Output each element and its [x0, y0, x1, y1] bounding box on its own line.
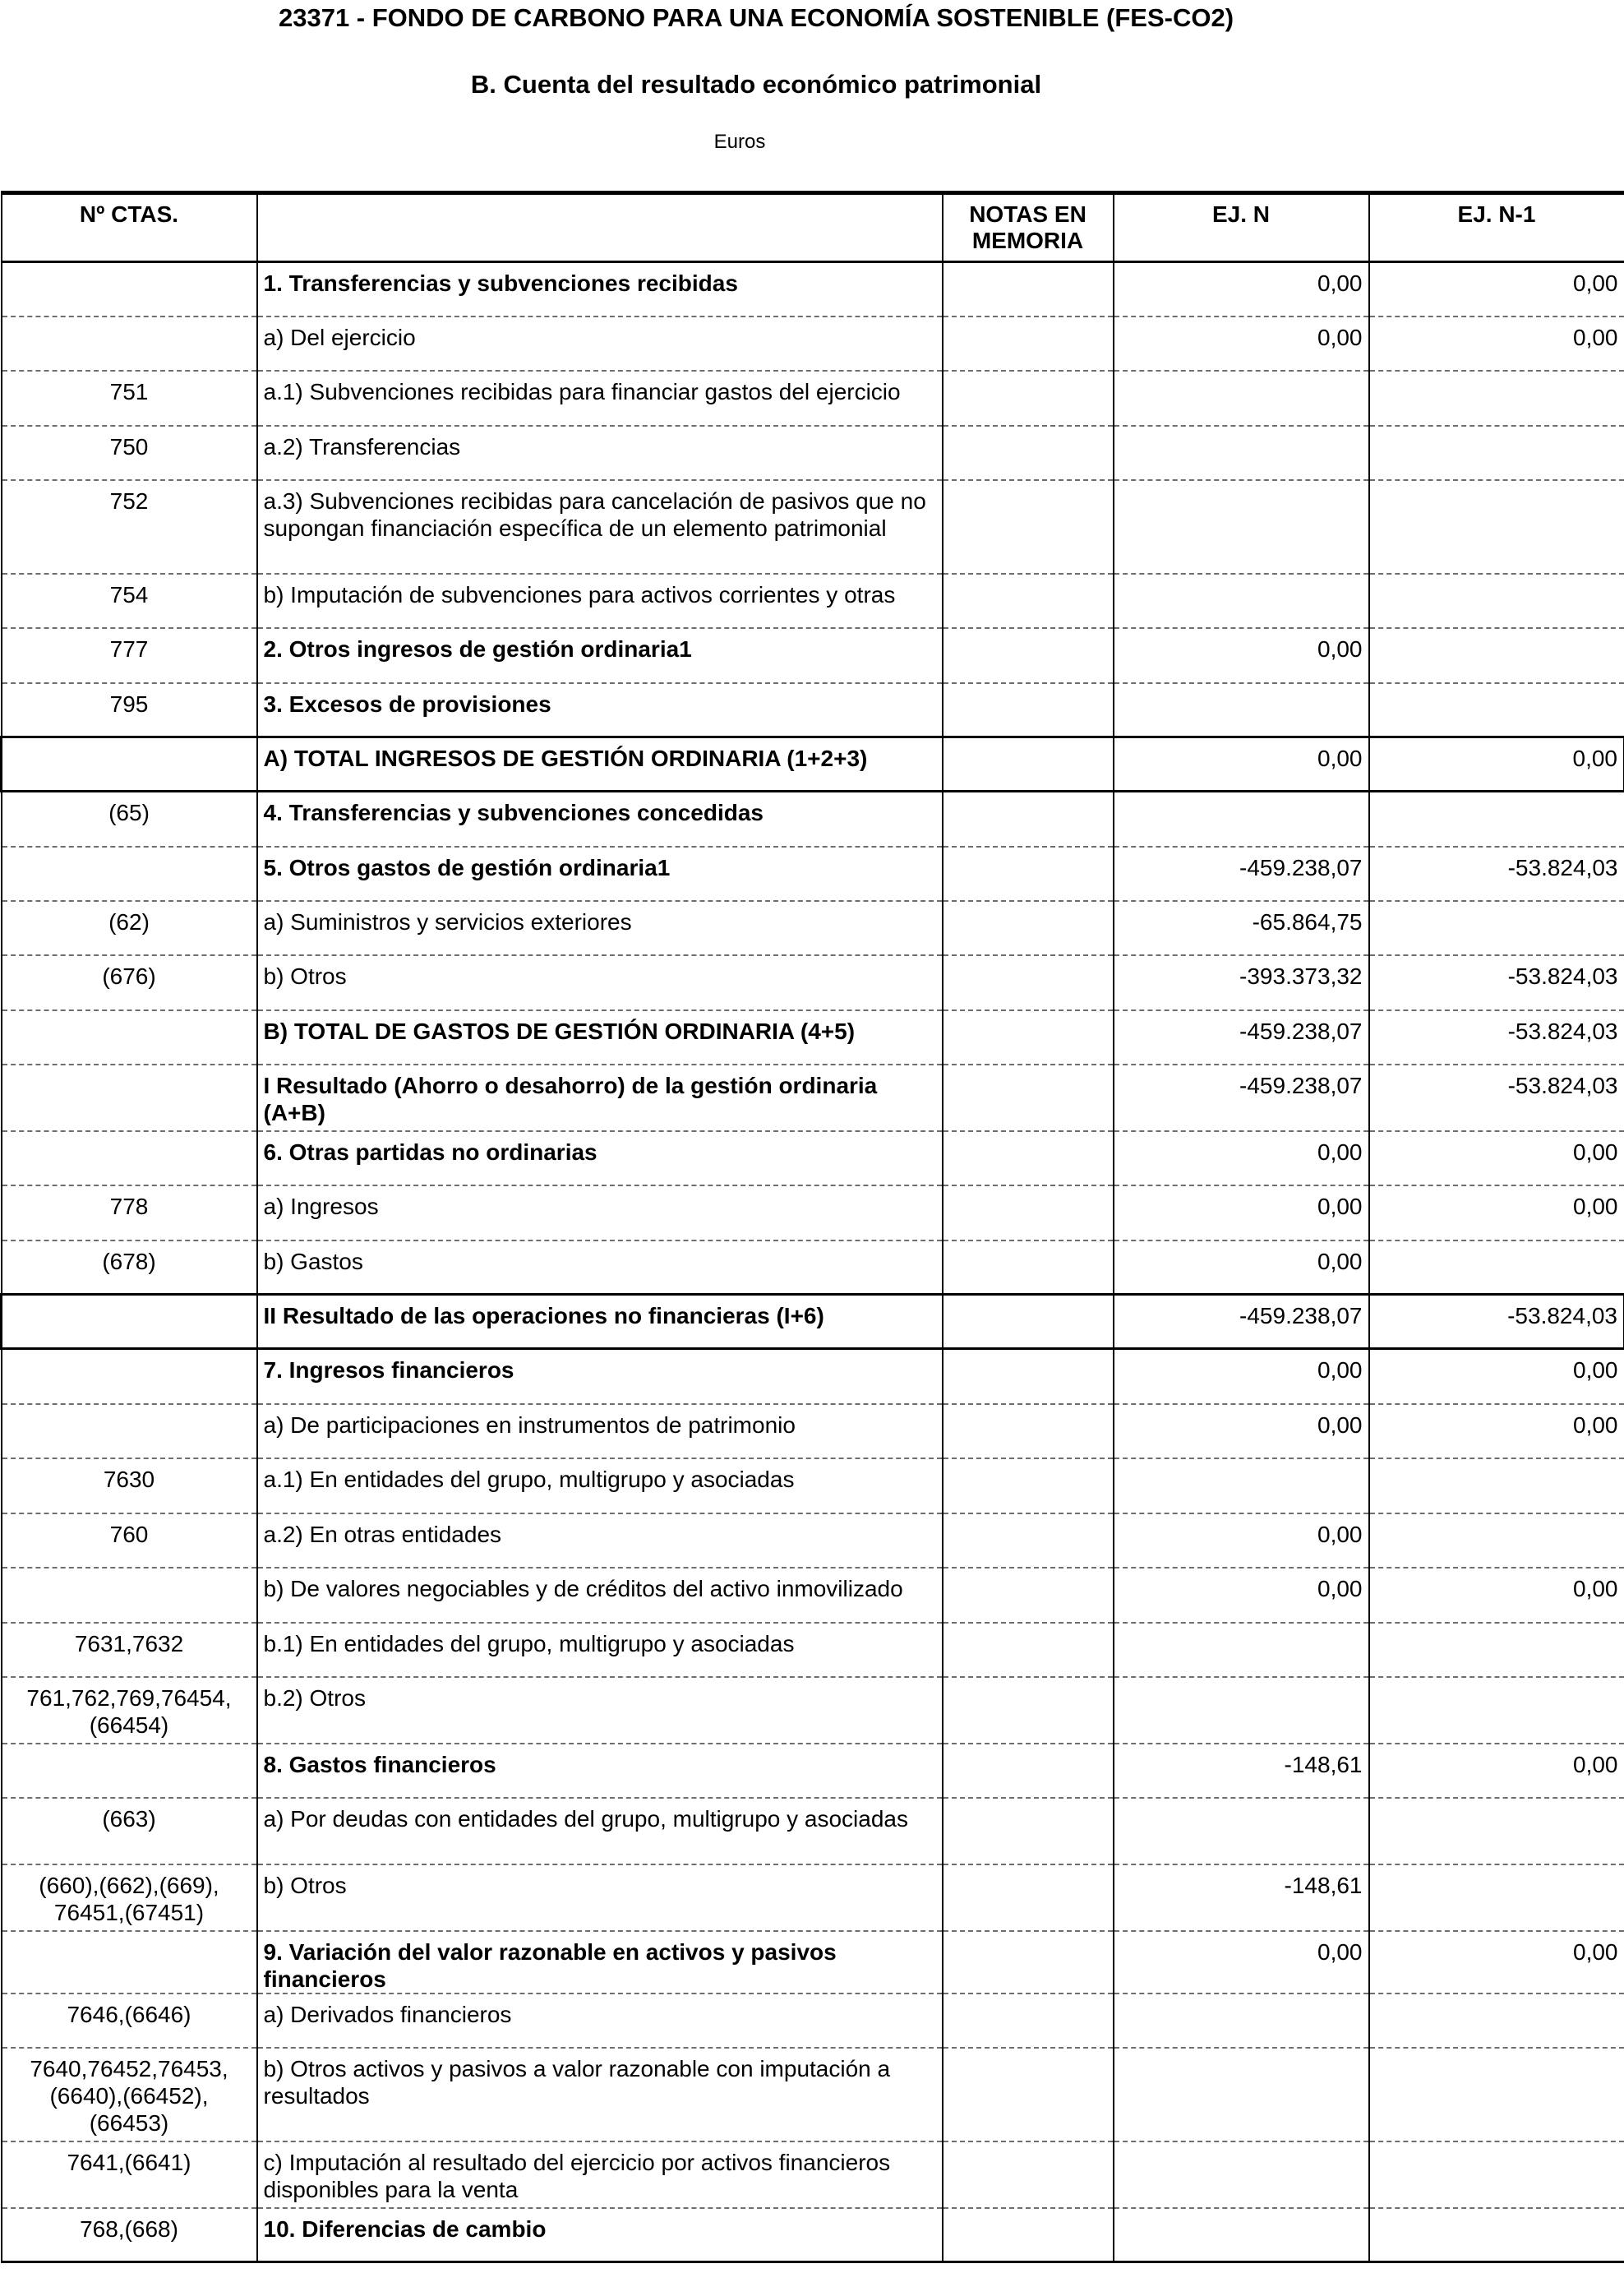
account-cell — [2, 1931, 257, 1993]
year-n-cell: 0,00 — [1114, 1185, 1369, 1240]
year-n-cell: -459.238,07 — [1114, 1065, 1369, 1131]
table-header-row — [2, 193, 1624, 262]
year-n1-cell — [1369, 1864, 1624, 1931]
notes-cell — [943, 1568, 1114, 1623]
account-cell — [2, 1349, 257, 1404]
year-n1-cell — [1369, 1993, 1624, 2048]
description-cell: c) Imputación al resultado del ejercicio por activos financieros disponibles para la venta — [257, 2141, 943, 2208]
account-cell — [2, 737, 257, 792]
account-cell — [2, 1065, 257, 1131]
statement-title: B. Cuenta del resultado económico patrimonial — [470, 70, 1042, 99]
account-cell — [2, 1404, 257, 1458]
year-n1-cell — [1369, 1458, 1624, 1513]
table-row — [2, 426, 1624, 480]
account-cell — [2, 1010, 257, 1065]
year-n-cell: 0,00 — [1114, 1931, 1369, 1993]
description-cell: 7. Ingresos financieros — [257, 1349, 943, 1404]
account-cell: 750 — [2, 426, 257, 480]
table-row — [2, 683, 1624, 737]
year-n-cell — [1114, 574, 1369, 628]
year-n-cell — [1114, 480, 1369, 574]
currency-units: Euros — [713, 131, 766, 153]
description-cell: a) Del ejercicio — [257, 316, 943, 371]
description-cell: II Resultado de las operaciones no financieras (I+6) — [257, 1295, 943, 1349]
year-n-cell: 0,00 — [1114, 262, 1369, 316]
description-cell: a) Ingresos — [257, 1185, 943, 1240]
year-n1-cell — [1369, 628, 1624, 683]
notes-cell — [943, 371, 1114, 426]
year-n-cell: -459.238,07 — [1114, 1295, 1369, 1349]
income-statement-table — [0, 191, 1624, 2263]
notes-cell — [943, 628, 1114, 683]
account-cell — [2, 1295, 257, 1349]
account-cell: 7630 — [2, 1458, 257, 1513]
account-cell: (676) — [2, 955, 257, 1010]
notes-cell — [943, 1623, 1114, 1677]
table-row — [2, 2208, 1624, 2262]
year-n1-cell — [1369, 1513, 1624, 1568]
year-n-cell: 0,00 — [1114, 1404, 1369, 1458]
description-cell: b) Imputación de subvenciones para activos corrientes y otras — [257, 574, 943, 628]
year-n-cell: 0,00 — [1114, 628, 1369, 683]
table-row — [2, 1744, 1624, 1798]
notes-cell — [943, 1798, 1114, 1864]
notes-cell — [943, 683, 1114, 737]
year-n1-cell: 0,00 — [1369, 1404, 1624, 1458]
year-n1-cell: -53.824,03 — [1369, 847, 1624, 901]
notes-cell — [943, 1349, 1114, 1404]
description-cell: b.2) Otros — [257, 1677, 943, 1744]
notes-cell — [943, 1864, 1114, 1931]
description-cell: 5. Otros gastos de gestión ordinaria1 — [257, 847, 943, 901]
notes-cell — [943, 1993, 1114, 2048]
year-n1-cell: 0,00 — [1369, 1931, 1624, 1993]
account-cell: 777 — [2, 628, 257, 683]
column-header-year-n1: EJ. N-1 — [1369, 193, 1624, 262]
table-row — [2, 1404, 1624, 1458]
year-n1-cell — [1369, 1240, 1624, 1295]
table-row — [2, 574, 1624, 628]
notes-cell — [943, 1010, 1114, 1065]
column-header-accounts: Nº CTAS. — [2, 193, 257, 262]
year-n-cell — [1114, 1677, 1369, 1744]
account-cell: 761,762,769,76454, (66454) — [2, 1677, 257, 1744]
notes-cell — [943, 1185, 1114, 1240]
year-n1-cell: -53.824,03 — [1369, 1065, 1624, 1131]
account-cell: (65) — [2, 792, 257, 847]
year-n1-cell: 0,00 — [1369, 1349, 1624, 1404]
description-cell: b) Gastos — [257, 1240, 943, 1295]
year-n1-cell: 0,00 — [1369, 1131, 1624, 1185]
notes-cell — [943, 480, 1114, 574]
account-cell: (660),(662),(669), 76451,(67451) — [2, 1864, 257, 1931]
notes-cell — [943, 1240, 1114, 1295]
description-cell: a.1) Subvenciones recibidas para financiar gastos del ejercicio — [257, 371, 943, 426]
year-n1-cell: 0,00 — [1369, 1568, 1624, 1623]
year-n-cell: 0,00 — [1114, 316, 1369, 371]
account-cell — [2, 316, 257, 371]
year-n1-cell — [1369, 901, 1624, 955]
year-n-cell: 0,00 — [1114, 1349, 1369, 1404]
table-row — [2, 316, 1624, 371]
table-row — [2, 955, 1624, 1010]
account-cell — [2, 1744, 257, 1798]
table-row — [2, 262, 1624, 316]
year-n-cell: -148,61 — [1114, 1864, 1369, 1931]
column-header-year-n: EJ. N — [1114, 193, 1369, 262]
description-cell: a.2) Transferencias — [257, 426, 943, 480]
notes-cell — [943, 316, 1114, 371]
year-n-cell — [1114, 371, 1369, 426]
notes-cell — [943, 1677, 1114, 1744]
description-cell: a.2) En otras entidades — [257, 1513, 943, 1568]
year-n-cell: -65.864,75 — [1114, 901, 1369, 955]
notes-cell — [943, 1931, 1114, 1993]
column-header-description — [257, 193, 943, 262]
table-row — [2, 1349, 1624, 1404]
year-n1-cell — [1369, 1623, 1624, 1677]
description-cell: a) Por deudas con entidades del grupo, multigrupo y asociadas — [257, 1798, 943, 1864]
year-n1-cell — [1369, 2048, 1624, 2141]
year-n-cell: -459.238,07 — [1114, 847, 1369, 901]
notes-cell — [943, 1458, 1114, 1513]
description-cell: 9. Variación del valor razonable en activos y pasivos financieros — [257, 1931, 943, 1993]
description-cell: 6. Otras partidas no ordinarias — [257, 1131, 943, 1185]
year-n1-cell: 0,00 — [1369, 1744, 1624, 1798]
account-cell — [2, 262, 257, 316]
account-cell: 7641,(6641) — [2, 2141, 257, 2208]
year-n-cell — [1114, 1458, 1369, 1513]
account-cell: 7646,(6646) — [2, 1993, 257, 2048]
description-cell: 8. Gastos financieros — [257, 1744, 943, 1798]
notes-cell — [943, 2048, 1114, 2141]
year-n-cell: 0,00 — [1114, 1513, 1369, 1568]
report-title: 23371 - FONDO DE CARBONO PARA UNA ECONOMÍA SOSTENIBLE (FES-CO2) — [278, 3, 1234, 32]
notes-cell — [943, 847, 1114, 901]
description-cell: I Resultado (Ahorro o desahorro) de la gestión ordinaria (A+B) — [257, 1065, 943, 1131]
description-cell: 10. Diferencias de cambio — [257, 2208, 943, 2262]
table-row — [2, 2048, 1624, 2141]
year-n1-cell: 0,00 — [1369, 737, 1624, 792]
year-n1-cell — [1369, 2141, 1624, 2208]
year-n-cell: 0,00 — [1114, 1131, 1369, 1185]
table-row — [2, 1568, 1624, 1623]
description-cell: 2. Otros ingresos de gestión ordinaria1 — [257, 628, 943, 683]
year-n-cell — [1114, 792, 1369, 847]
description-cell: b.1) En entidades del grupo, multigrupo y asociadas — [257, 1623, 943, 1677]
year-n-cell: -393.373,32 — [1114, 955, 1369, 1010]
description-cell: 1. Transferencias y subvenciones recibidas — [257, 262, 943, 316]
table-row — [2, 2141, 1624, 2208]
year-n-cell — [1114, 1623, 1369, 1677]
description-cell: b) Otros activos y pasivos a valor razonable con imputación a resultados — [257, 2048, 943, 2141]
notes-cell — [943, 792, 1114, 847]
table-row — [2, 1295, 1624, 1349]
year-n1-cell: 0,00 — [1369, 316, 1624, 371]
year-n1-cell: -53.824,03 — [1369, 1295, 1624, 1349]
account-cell: (62) — [2, 901, 257, 955]
table-row — [2, 901, 1624, 955]
description-cell: a.1) En entidades del grupo, multigrupo y asociadas — [257, 1458, 943, 1513]
year-n-cell — [1114, 1798, 1369, 1864]
table-row — [2, 1010, 1624, 1065]
notes-cell — [943, 955, 1114, 1010]
notes-cell — [943, 262, 1114, 316]
description-cell: b) Otros — [257, 955, 943, 1010]
account-cell: 751 — [2, 371, 257, 426]
description-cell: a) Suministros y servicios exteriores — [257, 901, 943, 955]
description-cell: 4. Transferencias y subvenciones concedidas — [257, 792, 943, 847]
table-row — [2, 1864, 1624, 1931]
account-cell: 768,(668) — [2, 2208, 257, 2262]
notes-cell — [943, 901, 1114, 955]
account-cell: 7640,76452,76453, (6640),(66452), (66453) — [2, 2048, 257, 2141]
account-cell: 752 — [2, 480, 257, 574]
table-row — [2, 1065, 1624, 1131]
year-n1-cell: 0,00 — [1369, 262, 1624, 316]
notes-cell — [943, 426, 1114, 480]
account-cell: 778 — [2, 1185, 257, 1240]
column-header-notes: NOTAS EN MEMORIA — [943, 193, 1114, 262]
table-row — [2, 847, 1624, 901]
year-n-cell — [1114, 2208, 1369, 2262]
notes-cell — [943, 1513, 1114, 1568]
account-cell — [2, 847, 257, 901]
notes-cell — [943, 2141, 1114, 2208]
table-row — [2, 1240, 1624, 1295]
year-n1-cell: -53.824,03 — [1369, 955, 1624, 1010]
table-row — [2, 371, 1624, 426]
table-row — [2, 1513, 1624, 1568]
notes-cell — [943, 1065, 1114, 1131]
year-n-cell — [1114, 2048, 1369, 2141]
account-cell: 7631,7632 — [2, 1623, 257, 1677]
account-cell: (663) — [2, 1798, 257, 1864]
year-n1-cell — [1369, 2208, 1624, 2262]
table-row — [2, 737, 1624, 792]
account-cell: 760 — [2, 1513, 257, 1568]
table-row — [2, 1185, 1624, 1240]
year-n-cell — [1114, 683, 1369, 737]
account-cell — [2, 1568, 257, 1623]
account-cell: 754 — [2, 574, 257, 628]
description-cell: a.3) Subvenciones recibidas para cancelación de pasivos que no supongan financiación específica de un elemento patrimonial — [257, 480, 943, 574]
table-row — [2, 480, 1624, 574]
year-n-cell: 0,00 — [1114, 1240, 1369, 1295]
table-row — [2, 1623, 1624, 1677]
year-n1-cell: -53.824,03 — [1369, 1010, 1624, 1065]
account-cell — [2, 1131, 257, 1185]
description-cell: a) Derivados financieros — [257, 1993, 943, 2048]
year-n1-cell — [1369, 480, 1624, 574]
notes-cell — [943, 2208, 1114, 2262]
table-row — [2, 1458, 1624, 1513]
table-row — [2, 628, 1624, 683]
table-row — [2, 1131, 1624, 1185]
year-n1-cell — [1369, 792, 1624, 847]
year-n1-cell — [1369, 426, 1624, 480]
year-n1-cell — [1369, 574, 1624, 628]
table-row — [2, 1798, 1624, 1864]
year-n-cell: -148,61 — [1114, 1744, 1369, 1798]
table-row — [2, 1931, 1624, 1993]
description-cell: b) De valores negociables y de créditos del activo inmovilizado — [257, 1568, 943, 1623]
year-n-cell — [1114, 1993, 1369, 2048]
notes-cell — [943, 574, 1114, 628]
account-cell: 795 — [2, 683, 257, 737]
year-n-cell — [1114, 2141, 1369, 2208]
year-n1-cell — [1369, 683, 1624, 737]
table-body — [2, 262, 1624, 2262]
description-cell: B) TOTAL DE GASTOS DE GESTIÓN ORDINARIA (4+5) — [257, 1010, 943, 1065]
description-cell: A) TOTAL INGRESOS DE GESTIÓN ORDINARIA (1+2+3) — [257, 737, 943, 792]
notes-cell — [943, 1744, 1114, 1798]
year-n1-cell: 0,00 — [1369, 1185, 1624, 1240]
table-row — [2, 1993, 1624, 2048]
notes-cell — [943, 737, 1114, 792]
year-n1-cell — [1369, 1798, 1624, 1864]
year-n1-cell — [1369, 1677, 1624, 1744]
table-row — [2, 792, 1624, 847]
account-cell: (678) — [2, 1240, 257, 1295]
description-cell: 3. Excesos de provisiones — [257, 683, 943, 737]
notes-cell — [943, 1295, 1114, 1349]
year-n1-cell — [1369, 371, 1624, 426]
description-cell: a) De participaciones en instrumentos de patrimonio — [257, 1404, 943, 1458]
description-cell: b) Otros — [257, 1864, 943, 1931]
notes-cell — [943, 1131, 1114, 1185]
year-n-cell: 0,00 — [1114, 1568, 1369, 1623]
year-n-cell — [1114, 426, 1369, 480]
notes-cell — [943, 1404, 1114, 1458]
year-n-cell: -459.238,07 — [1114, 1010, 1369, 1065]
year-n-cell: 0,00 — [1114, 737, 1369, 792]
table-row — [2, 1677, 1624, 1744]
